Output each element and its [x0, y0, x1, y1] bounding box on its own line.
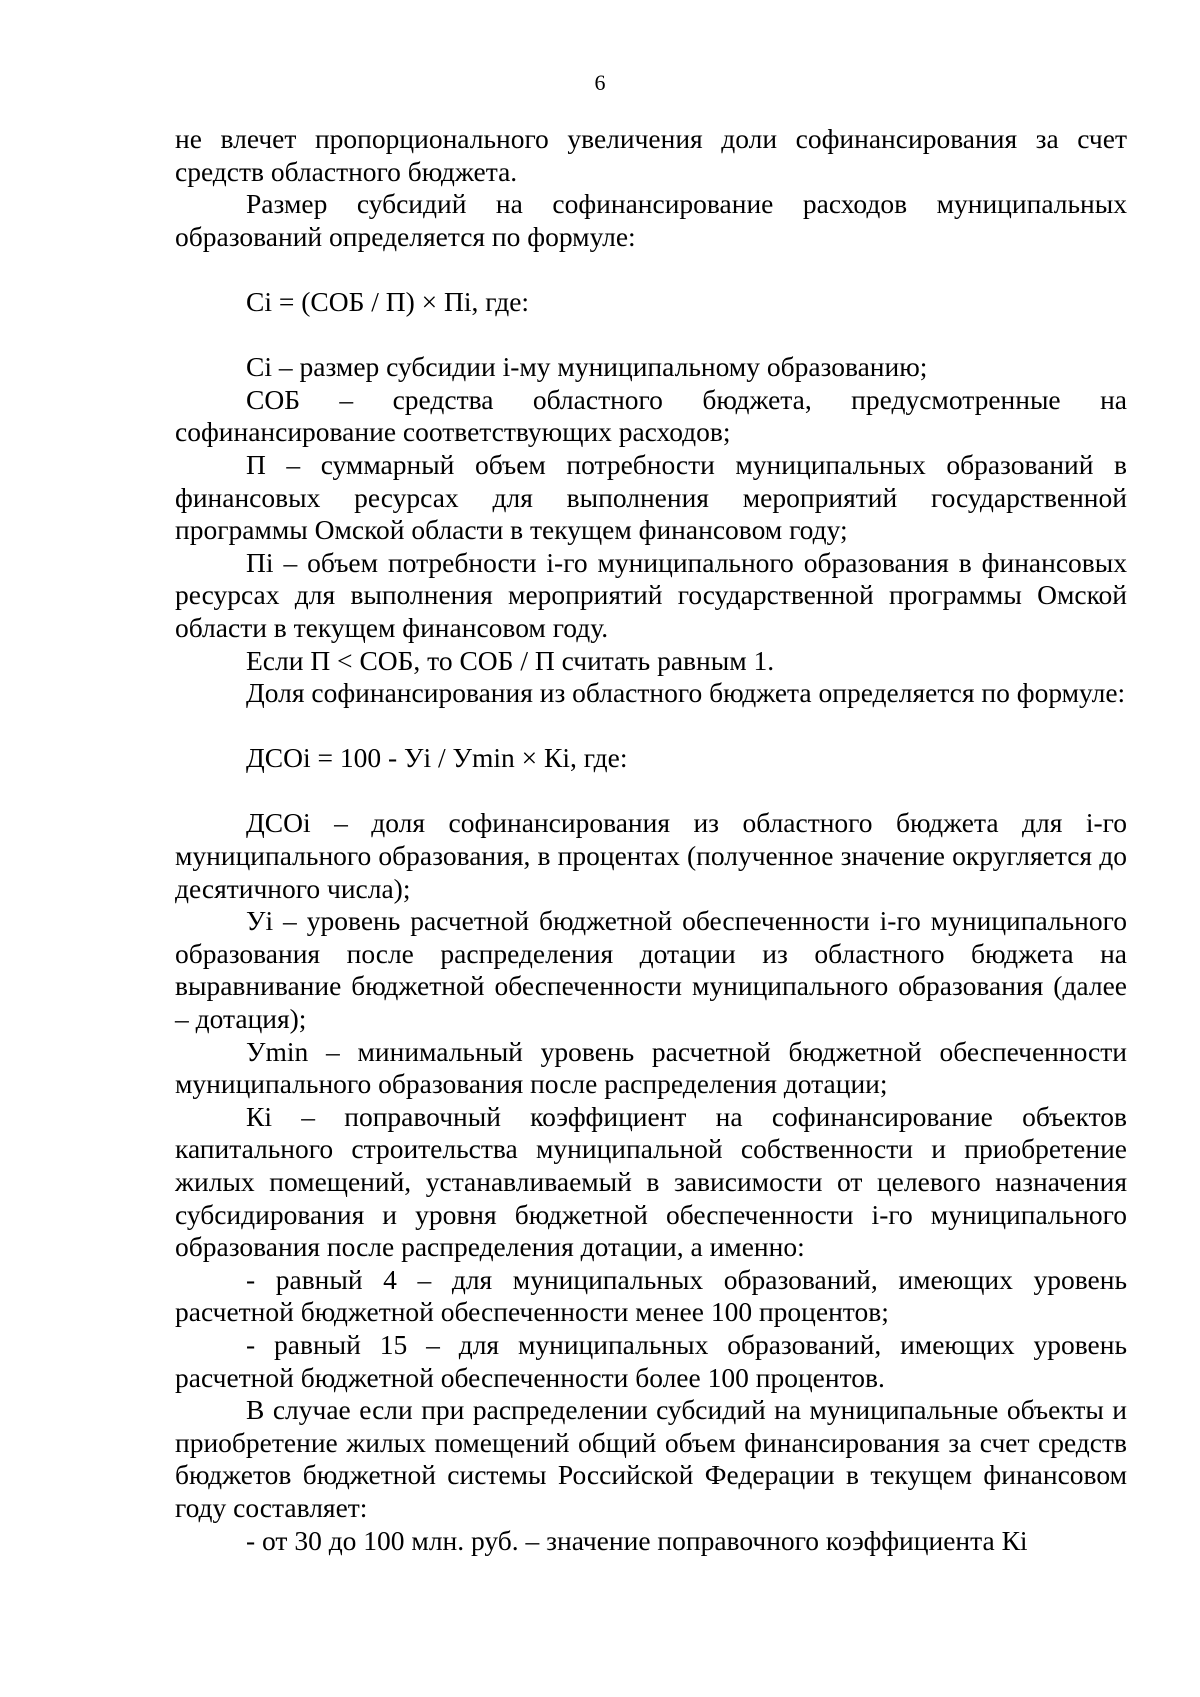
paragraph-subsidy-size: Размер субсидий на софинансирование расходов муниципальных образований определяется по формуле: [175, 188, 1127, 252]
paragraph-cofinancing-share: Доля софинансирования из областного бюджета определяется по формуле: [246, 677, 1126, 709]
spacer [175, 710, 1127, 743]
definition-pi: Пi – объем потребности i-го муниципального образования в финансовых ресурсах для выполнения мероприятий государственной программы Омской области в текущем финансовом году. [175, 546, 1127, 643]
definition-p: П – суммарный объем потребности муниципальных образований в финансовых ресурсах для выполнения мероприятий государственной программы Омской области в текущем финансовом году; [175, 448, 1127, 546]
list-item-30-100: - от 30 до 100 млн. руб. – значение поправочного коэффициента Кi [246, 1524, 1028, 1556]
formula-ci: Ci = (СОБ / П) × Пi, где: [246, 285, 530, 317]
spacer [175, 319, 1127, 352]
definition-sob: СОБ – средства областного бюджета, предусмотренные на софинансирование соответствующих расходов; [175, 383, 1127, 448]
definition-ymin: Уmin – минимальный уровень расчетной бюджетной обеспеченности муниципального образования после распределения дотации; [175, 1035, 1127, 1100]
spacer [175, 253, 1127, 286]
paragraph-financing-case: В случае если при распределении субсидий на муниципальные объекты и приобретение жилых помещений общий объем финансирования за счет средств бюджетов бюджетной системы Российской Федерации в текущем финансовом году составляет: [175, 1394, 1127, 1523]
definition-dsoi: ДСОi – доля софинансирования из областного бюджета для i-го муниципального образования, в процентах (полученное значение округляется до десятичного числа); [175, 807, 1127, 904]
document-body [175, 123, 1127, 1557]
definition-yi: Уi – уровень расчетной бюджетной обеспеченности i-го муниципального образования после распределения дотации из областного бюджета на выравнивание бюджетной обеспеченности муниципального образования (далее – дотация); [175, 905, 1127, 1035]
list-item-ki-15: - равный 15 – для муниципальных образований, имеющих уровень расчетной бюджетной обеспеченности более 100 процентов. [175, 1328, 1127, 1393]
formula-dsoi: ДСОi = 100 - Уi / Уmin × Кi, где: [246, 742, 628, 774]
definition-ki: Кi – поправочный коэффициент на софинансирование объектов капитального строительства муниципальной собственности и приобретение жилых помещений, устанавливаемый в зависимости от целевого назначения субсидирования и уровня бюджетной обеспеченности i-го муниципального образования после распределения дотации, а именно: [175, 1100, 1127, 1263]
spacer [175, 775, 1127, 808]
page-number: 6 [594, 70, 606, 95]
definition-ci: Ci – размер субсидии i-му муниципальному образованию; [246, 351, 928, 383]
list-item-ki-4: - равный 4 – для муниципальных образований, имеющих уровень расчетной бюджетной обеспеченности менее 100 процентов; [175, 1263, 1127, 1328]
paragraph-condition: Если П < СОБ, то СОБ / П считать равным 1. [246, 644, 775, 676]
paragraph-continuation: не влечет пропорционального увеличения доли софинансирования за счет средств областного бюджета. [175, 123, 1127, 187]
